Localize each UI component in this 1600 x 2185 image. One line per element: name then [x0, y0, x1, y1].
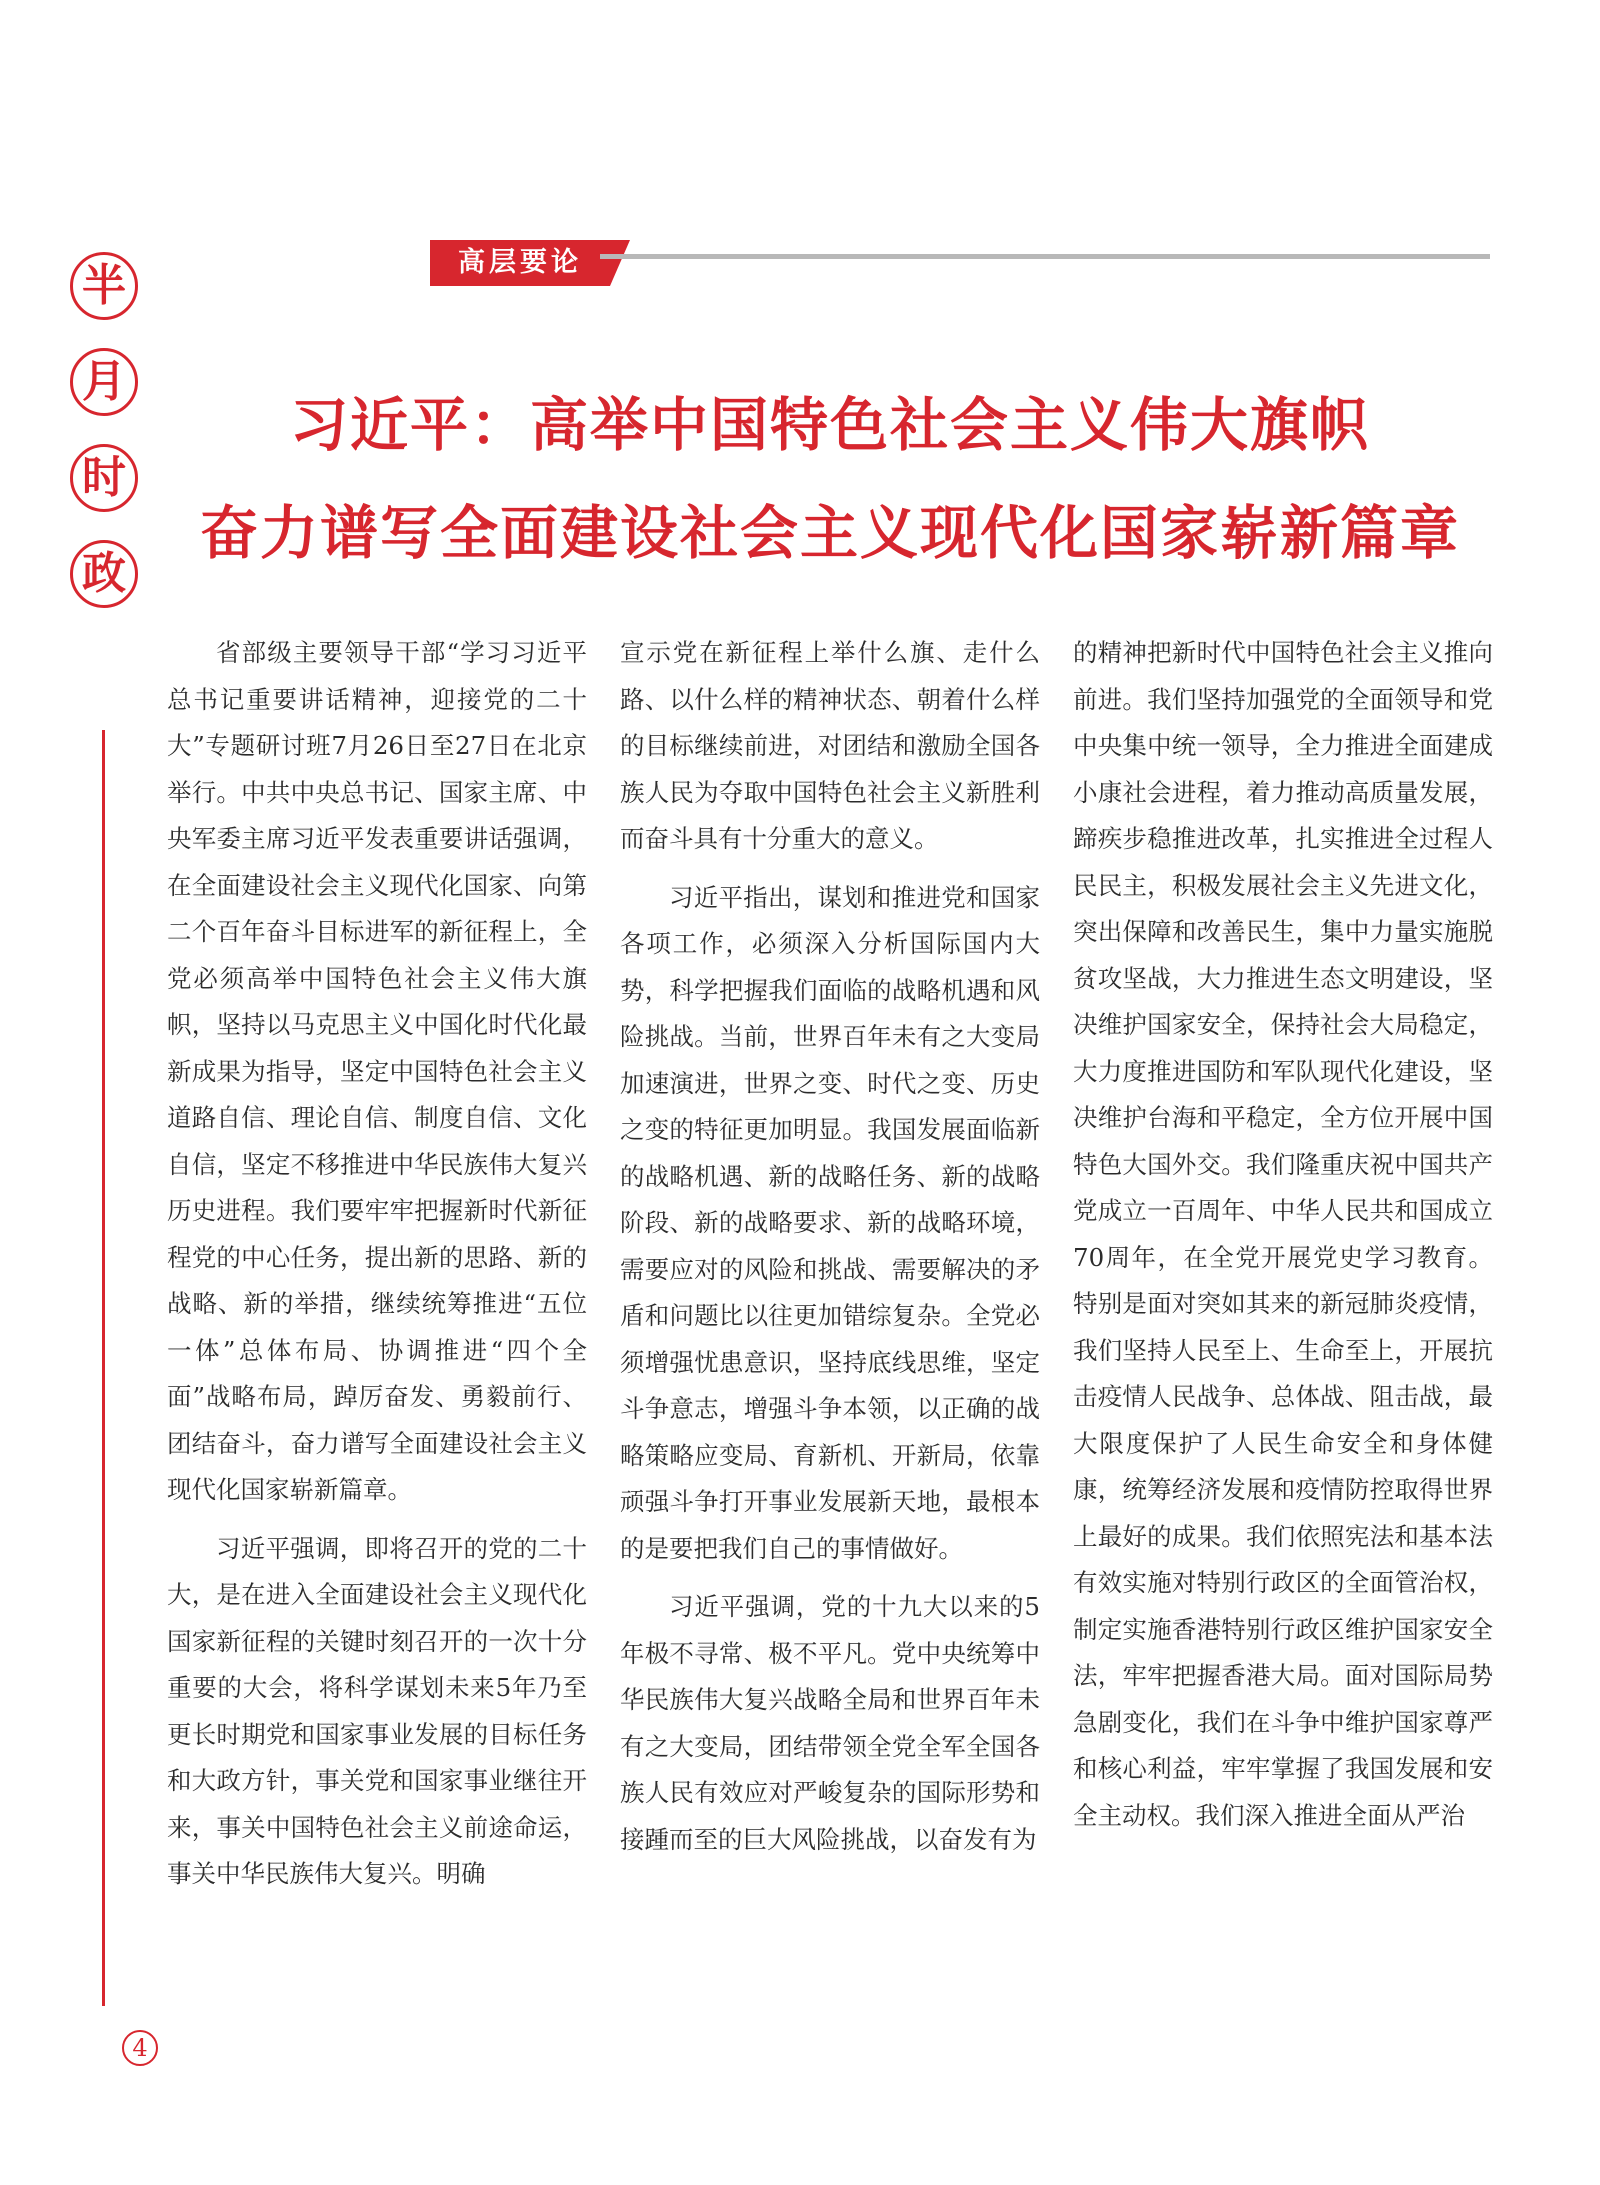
body-column-2 — [620, 630, 1040, 1875]
paragraph: 的精神把新时代中国特色社会主义推向前进。我们坚持加强党的全面领导和党中央集中统一领导，全力推进全面建成小康社会进程，着力推动高质量发展，蹄疾步稳推进改革，扎实推进全过程人民民主，积极发展社会主义先进文化，突出保障和改善民生，集中力量实施脱贫攻坚战，大力推进生态文明建设，坚决维护国家安全，保持社会大局稳定，大力度推进国防和军队现代化建设，坚决维护台海和平稳定，全方位开展中国特色大国外交。我们隆重庆祝中国共产党成立一百周年、中华人民共和国成立70周年，在全党开展党史学习教育。特别是面对突如其来的新冠肺炎疫情，我们坚持人民至上、生命至上，开展抗击疫情人民战争、总体战、阻击战，最大限度保护了人民生命安全和身体健康，统筹经济发展和疫情防控取得世界上最好的成果。我们依照宪法和基本法有效实施对特别行政区的全面管治权，制定实施香港特别行政区维护国家安全法，牢牢把握香港大局。面对国际局势急剧变化，我们在斗争中维护国家尊严和核心利益，牢牢掌握了我国发展和安全主动权。我们深入推进全面从严治 — [1073, 638, 1493, 1830]
paragraph: 习近平强调，党的十九大以来的5年极不寻常、极不平凡。党中央统筹中华民族伟大复兴战略全局和世界百年未有之大变局，团结带领全党全军全国各族人民有效应对严峻复杂的国际形势和接踵而至的巨大风险挑战，以奋发有为 — [620, 1592, 1040, 1854]
masthead-char-ban: 半 — [70, 252, 138, 320]
article-title-line-1: 习近平：高举中国特色社会主义伟大旗帜 — [289, 391, 1370, 459]
section-header — [430, 240, 1490, 286]
masthead-char-shi: 时 — [70, 444, 138, 512]
page-number: 4 — [122, 2030, 158, 2066]
paragraph: 习近平指出，谋划和推进党和国家各项工作，必须深入分析国际国内大势，科学把握我们面临的战略机遇和风险挑战。当前，世界百年未有之大变局加速演进，世界之变、时代之变、历史之变的特征更加明显。我国发展面临新的战略机遇、新的战略任务、新的战略阶段、新的战略要求、新的战略环境，需要应对的风险和挑战、需要解决的矛盾和问题比以往更加错综复杂。全党必须增强忧患意识，坚持底线思维，坚定斗争意志，增强斗争本领，以正确的战略策略应变局、育新机、开新局，依靠顽强斗争打开事业发展新天地，最根本的是要把我们自己的事情做好。 — [620, 882, 1040, 1563]
masthead-char-yue: 月 — [70, 348, 138, 416]
masthead-char-zheng: 政 — [70, 540, 138, 608]
body-column-1 — [167, 630, 587, 1910]
section-rule — [600, 254, 1490, 259]
paragraph: 宣示党在新征程上举什么旗、走什么路、以什么样的精神状态、朝着什么样的目标继续前进，对团结和激励全国各族人民为夺取中国特色社会主义新胜利而奋斗具有十分重大的意义。 — [620, 638, 1040, 853]
body-column-3 — [1073, 630, 1493, 1851]
masthead-divider-line — [102, 730, 105, 2006]
paragraph: 省部级主要领导干部“学习习近平总书记重要讲话精神，迎接党的二十大”专题研讨班7月26日至27日在北京举行。中共中央总书记、国家主席、中央军委主席习近平发表重要讲话强调，在全面建设社会主义现代化国家、向第二个百年奋斗目标进军的新征程上，全党必须高举中国特色社会主义伟大旗帜，坚持以马克思主义中国化时代化最新成果为指导，坚定中国特色社会主义道路自信、理论自信、制度自信、文化自信，坚定不移推进中华民族伟大复兴历史进程。我们要牢牢把握新时代新征程党的中心任务，提出新的思路、新的战略、新的举措，继续统筹推进“五位一体”总体布局、协调推进“四个全面”战略布局，踔厉奋发、勇毅前行、团结奋斗，奋力谱写全面建设社会主义现代化国家崭新篇章。 — [167, 638, 587, 1504]
section-label: 高层要论 — [430, 240, 610, 286]
article-title-line-2: 奋力谱写全面建设社会主义现代化国家崭新篇章 — [199, 499, 1460, 567]
paragraph: 习近平强调，即将召开的党的二十大，是在进入全面建设社会主义现代化国家新征程的关键时刻召开的一次十分重要的大会，将科学谋划未来5年乃至更长时期党和国家事业发展的目标任务和大政方针，事关党和国家事业继往开来，事关中国特色社会主义前途命运，事关中华民族伟大复兴。明确 — [167, 1533, 587, 1888]
